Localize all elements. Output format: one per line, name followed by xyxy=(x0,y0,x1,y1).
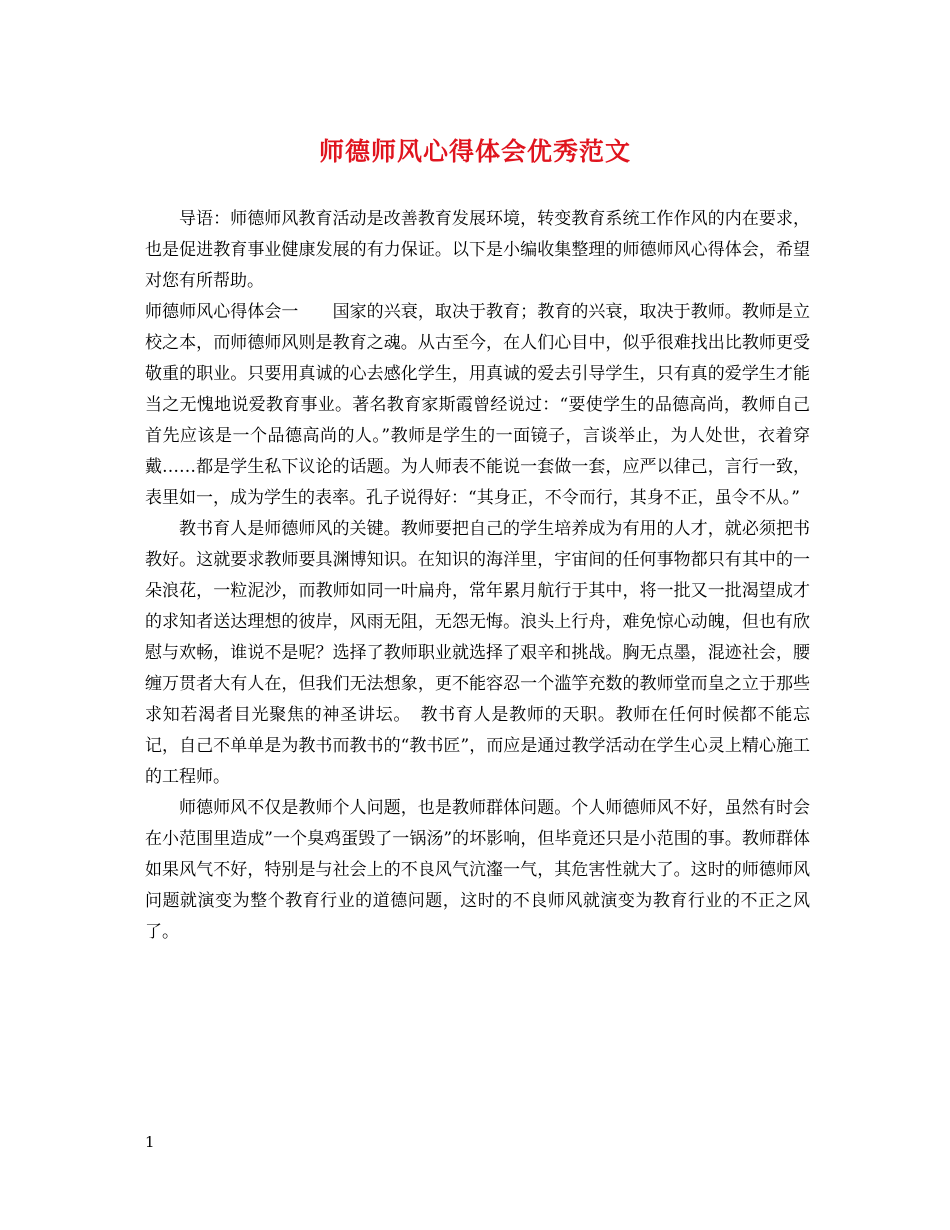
document-body xyxy=(145,204,810,948)
intro-paragraph: 导语：师德师风教育活动是改善教育发展环境，转变教育系统工作作风的内在要求，也是促进教育事业健康发展的有力保证。以下是小编收集整理的师德师风心得体会，希望对您有所帮助。 xyxy=(145,209,810,291)
page-number: 1 xyxy=(145,1133,155,1151)
document-title: 师德师风心得体会优秀范文 xyxy=(318,137,631,166)
body-paragraph: 师德师风不仅是教师个人问题，也是教师群体问题。个人师德师风不好，虽然有时会在小范围里造成”一个臭鸡蛋毁了一锅汤”的坏影响，但毕竟还只是小范围的事。教师群体如果风气不好，特别是与社会上的不良风气沆瀣一气，其危害性就大了。这时的师德师风问题就演变为整个教育行业的道德问题，这时的不良师风就演变为教育行业的不正之风了。 xyxy=(145,798,810,942)
body-paragraph: 教书育人是师德师风的关键。教师要把自己的学生培养成为有用的人才，就必须把书教好。这就要求教师要具渊博知识。在知识的海洋里，宇宙间的任何事物都只有其中的一朵浪花，一粒泥沙，而教师如同一叶扁舟，常年累月航行于其中，将一批又一批渴望成才的求知者送达理想的彼岸，风雨无阻，无怨无悔。浪头上行舟，难免惊心动魄，但也有欣慰与欢畅，谁说不是呢？选择了教师职业就选择了艰辛和挑战。胸无点墨，混迹社会，腰缠万贯者大有人在，但我们无法想象，更不能容忍一个滥竽充数的教师堂而皇之立于那些求知若渴者目光聚焦的神圣讲坛。 教书育人是教师的天职。教师在任何时候都不能忘记，自己不单单是为教书而教书的“教书匠”，而应是通过教学活动在学生心灵上精心施工的工程师。 xyxy=(145,519,810,787)
body-paragraph: 师德师风心得体会一 国家的兴衰，取决于教育；教育的兴衰，取决于教师。教师是立校之本，而师德师风则是教育之魂。从古至今，在人们心目中，似乎很难找出比教师更受敬重的职业。只要用真诚的心去感化学生，用真诚的爱去引导学生，只有真的爱学生才能当之无愧地说爱教育事业。著名教育家斯霞曾经说过：“要使学生的品德高尚，教师自己首先应该是一个品德高尚的人。”教师是学生的一面镜子，言谈举止，为人处世，衣着穿戴……都是学生私下议论的话题。为人师表不能说一套做一套，应严以律己，言行一致，表里如一，成为学生的表率。孔子说得好：“其身正，不令而行，其身不正，虽令不从。” xyxy=(145,302,810,508)
